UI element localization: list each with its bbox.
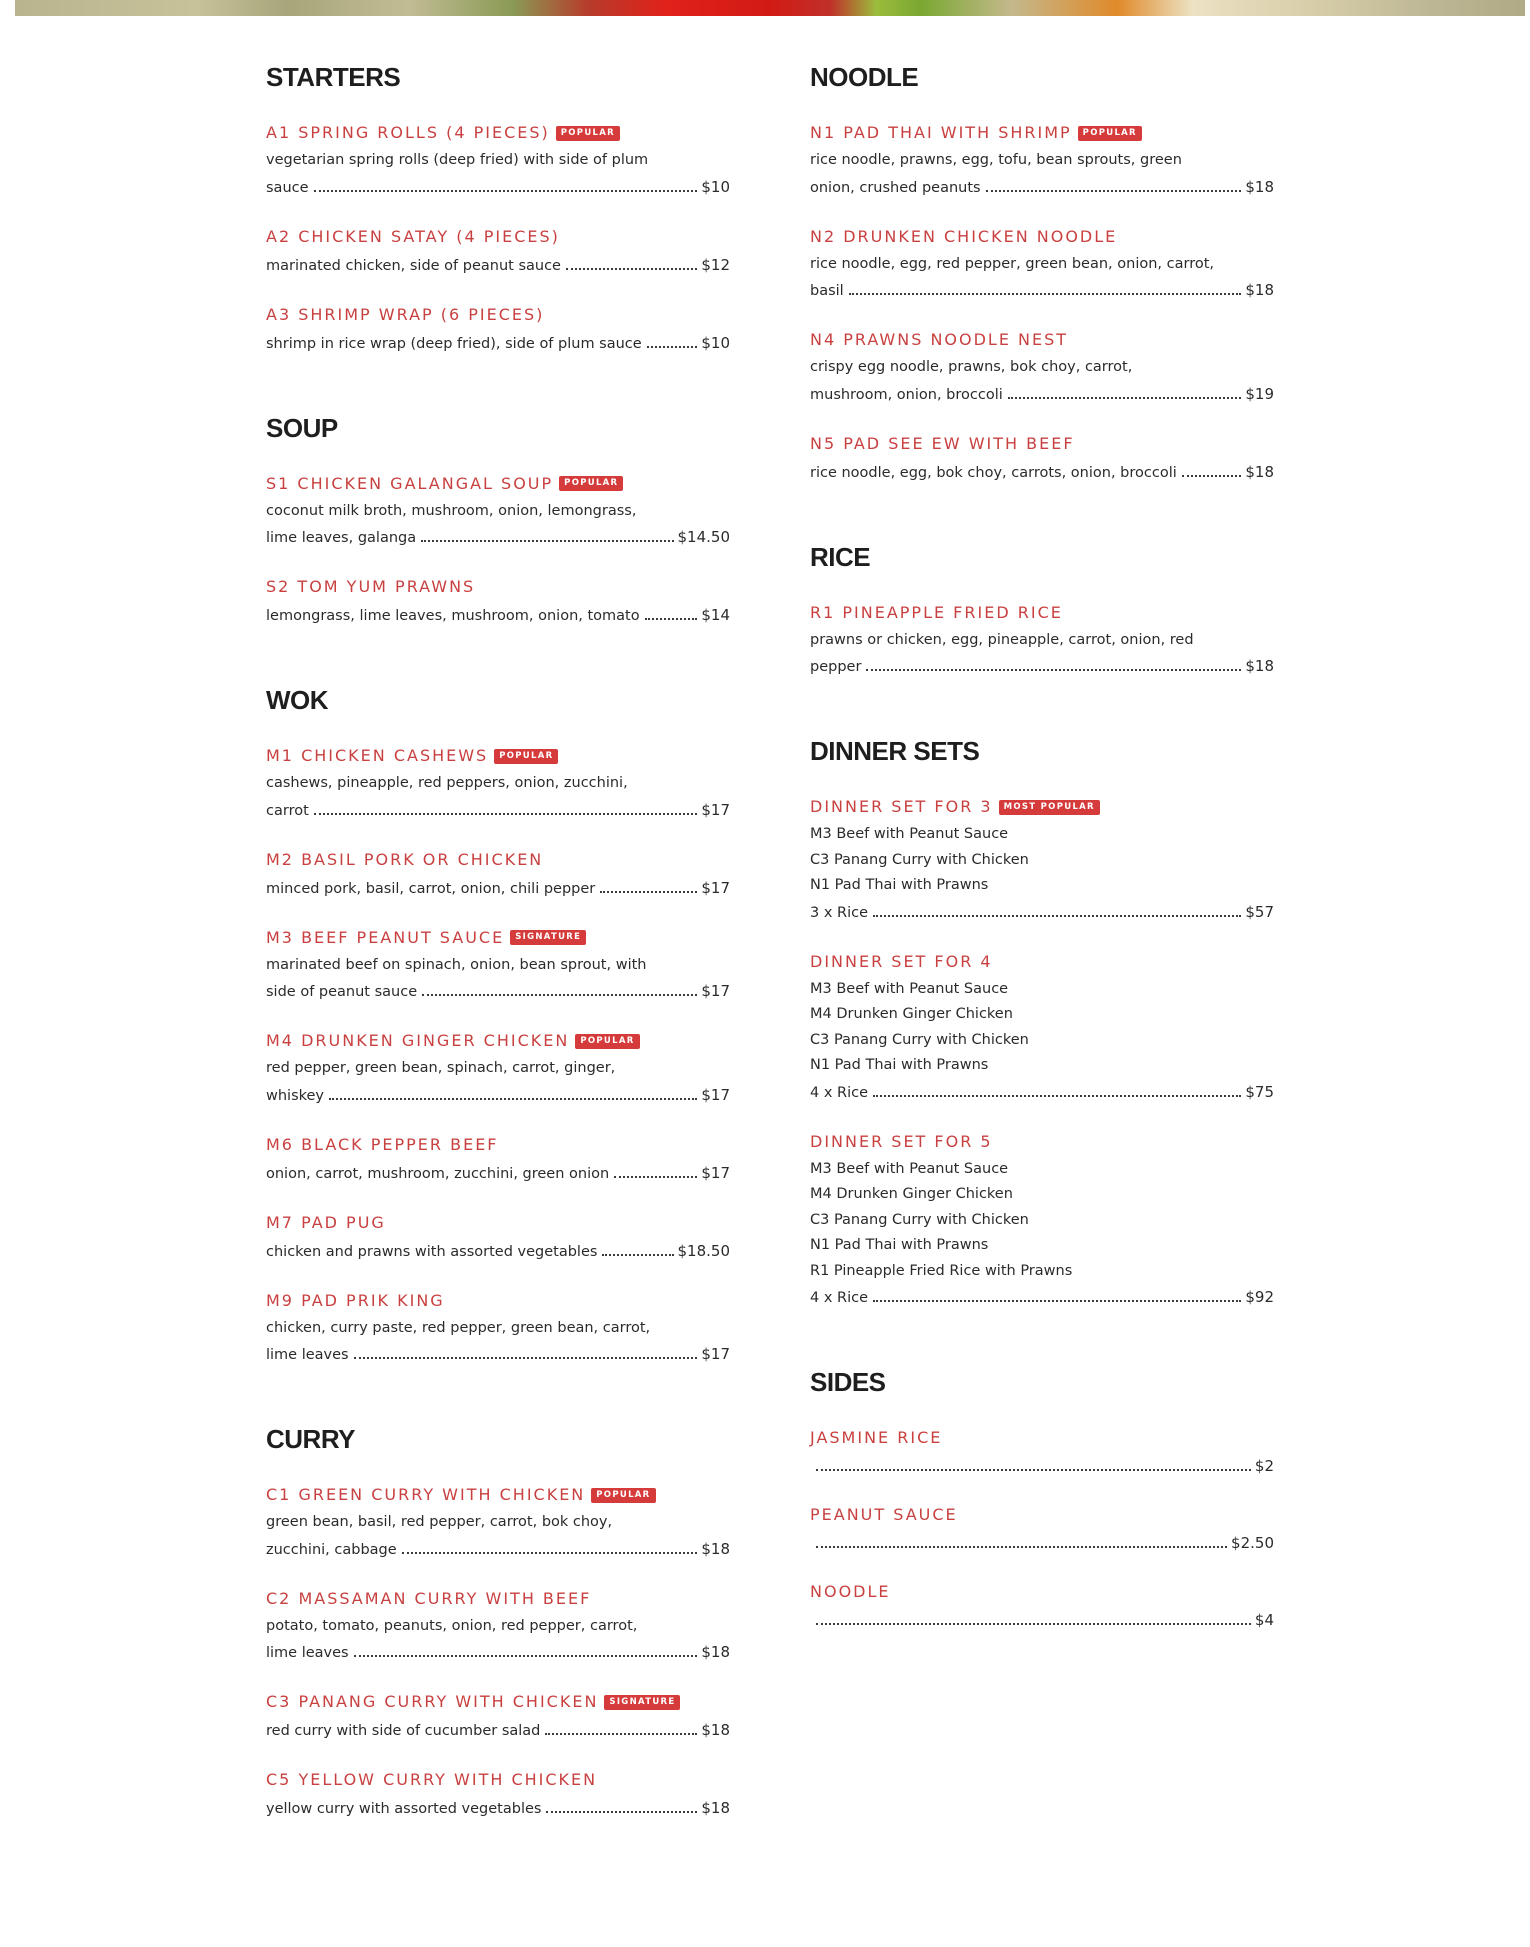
menu-item-description: basil bbox=[810, 283, 844, 299]
menu-item-name: PEANUT SAUCE bbox=[810, 1505, 958, 1524]
menu-item-description: C3 Panang Curry with Chicken bbox=[810, 1211, 1029, 1228]
menu-item-price: $10 bbox=[701, 177, 730, 196]
menu-item-description: chicken, curry paste, red pepper, green bean, carrot, bbox=[266, 1319, 651, 1336]
menu-item-header bbox=[810, 1504, 1274, 1526]
menu-item bbox=[266, 122, 730, 201]
menu-item bbox=[266, 1134, 730, 1187]
dotted-leader bbox=[566, 268, 697, 270]
dotted-leader bbox=[816, 1546, 1227, 1548]
menu-item-badge: MOST POPULAR bbox=[999, 800, 1100, 815]
menu-item bbox=[266, 745, 730, 824]
menu-item-description: coconut milk broth, mushroom, onion, lemongrass, bbox=[266, 502, 637, 519]
menu-item-price-line bbox=[266, 524, 730, 551]
menu-item-price: $18 bbox=[1245, 657, 1274, 675]
menu-item-name: M7 PAD PUG bbox=[266, 1212, 386, 1232]
menu-item-price: $17 bbox=[701, 878, 730, 897]
menu-item-price: $18 bbox=[701, 1539, 730, 1558]
menu-item-price-line bbox=[810, 1607, 1274, 1633]
menu-item bbox=[266, 576, 730, 629]
menu-item-price: $18 bbox=[701, 1643, 730, 1661]
menu-column-right bbox=[810, 58, 1274, 1685]
menu-item-price: $12 bbox=[701, 255, 730, 274]
menu-item-description: zucchini, cabbage bbox=[266, 1541, 397, 1558]
menu-item bbox=[810, 329, 1274, 408]
menu-item-description: onion, crushed peanuts bbox=[810, 179, 981, 196]
menu-item-price: $18 bbox=[1245, 462, 1274, 481]
section-title: RICE bbox=[810, 541, 871, 572]
menu-item-price-line bbox=[810, 174, 1274, 201]
menu-item-header bbox=[266, 226, 730, 248]
menu-item-description: N1 Pad Thai with Prawns bbox=[810, 877, 989, 893]
menu-item bbox=[266, 1691, 730, 1744]
menu-item-name: A2 CHICKEN SATAY (4 PIECES) bbox=[266, 226, 560, 246]
section-title: CURRY bbox=[266, 1424, 355, 1454]
menu-item-name: C1 GREEN CURRY WITH CHICKEN bbox=[266, 1485, 586, 1504]
menu-item-header bbox=[266, 304, 730, 326]
menu-item-description: carrot bbox=[266, 802, 309, 819]
menu-item-header bbox=[266, 1691, 730, 1713]
dotted-leader bbox=[1182, 475, 1242, 477]
dotted-leader bbox=[645, 618, 698, 620]
menu-item-price: $17 bbox=[701, 982, 730, 1000]
menu-item bbox=[266, 1290, 730, 1369]
menu-item bbox=[266, 226, 730, 279]
dotted-leader bbox=[314, 190, 698, 192]
dotted-leader bbox=[314, 813, 698, 815]
menu-item-price: $17 bbox=[701, 1085, 730, 1104]
dotted-leader bbox=[1008, 397, 1242, 399]
menu-item-description: 4 x Rice bbox=[810, 1084, 869, 1101]
menu-item-price-line bbox=[266, 252, 730, 279]
menu-item-price-line bbox=[266, 1795, 730, 1822]
menu-item-price: $18.50 bbox=[677, 1241, 730, 1260]
menu-item-price-line bbox=[266, 1160, 730, 1187]
menu-item-price-line bbox=[810, 277, 1274, 304]
menu-item-header bbox=[810, 602, 1274, 624]
menu-item-header bbox=[266, 1212, 730, 1234]
menu-item-description: M3 Beef with Peanut Sauce bbox=[810, 980, 1009, 997]
menu-item-name: R1 PINEAPPLE FRIED RICE bbox=[810, 602, 1063, 622]
menu-item bbox=[266, 1212, 730, 1265]
menu-item-description: rice noodle, egg, red pepper, green bean, onion, carrot, bbox=[810, 255, 1215, 272]
menu-item-header bbox=[266, 473, 730, 495]
section-title: DINNER SETS bbox=[810, 736, 980, 766]
menu-item-description: minced pork, basil, carrot, onion, chili pepper bbox=[266, 880, 596, 897]
menu-item-description: green bean, basil, red pepper, carrot, bok choy, bbox=[266, 1514, 613, 1530]
menu-item-price-line bbox=[810, 381, 1274, 408]
menu-item-price-line bbox=[266, 602, 730, 629]
menu-item-price: $2.50 bbox=[1231, 1534, 1274, 1552]
menu-item-price-line bbox=[810, 653, 1274, 680]
menu-item-price: $14.50 bbox=[677, 528, 730, 546]
menu-item-price-line bbox=[810, 1453, 1274, 1479]
menu-item-name: A1 SPRING ROLLS (4 PIECES) bbox=[266, 123, 550, 142]
menu-item-price-line bbox=[266, 1536, 730, 1563]
menu-section-curry bbox=[266, 1420, 730, 1822]
section-title: SOUP bbox=[266, 412, 338, 443]
menu-item-description: N1 Pad Thai with Prawns bbox=[810, 1237, 989, 1253]
menu-item-description: sauce bbox=[266, 179, 309, 196]
menu-item-price: $14 bbox=[701, 606, 730, 624]
menu-item-description: crispy egg noodle, prawns, bok choy, carrot, bbox=[810, 359, 1133, 375]
dotted-leader bbox=[545, 1733, 697, 1735]
menu-item-description: mushroom, onion, broccoli bbox=[810, 386, 1003, 403]
menu-section-starters bbox=[266, 58, 730, 357]
menu-item-header bbox=[266, 576, 730, 598]
menu-item-description: N1 Pad Thai with Prawns bbox=[810, 1057, 989, 1073]
menu-item-header bbox=[810, 1427, 1274, 1449]
menu-item-price-line bbox=[810, 1079, 1274, 1106]
menu-item-description: M4 Drunken Ginger Chicken bbox=[810, 1006, 1013, 1022]
section-title: WOK bbox=[266, 685, 329, 715]
dotted-leader bbox=[873, 915, 1241, 917]
menu-item bbox=[810, 796, 1274, 926]
menu-item-price-line bbox=[266, 978, 730, 1005]
menu-item-header bbox=[266, 1134, 730, 1156]
menu-item-name: N5 PAD SEE EW WITH BEEF bbox=[810, 433, 1075, 453]
menu-item-price-line bbox=[810, 899, 1274, 926]
menu-item bbox=[266, 849, 730, 902]
menu-item-description: red curry with side of cucumber salad bbox=[266, 1723, 541, 1739]
menu-section-sides bbox=[810, 1363, 1274, 1633]
menu-item-name: M1 CHICKEN CASHEWS bbox=[266, 746, 489, 765]
menu-item-price-line bbox=[266, 1082, 730, 1109]
menu-item bbox=[810, 1581, 1274, 1633]
menu-item bbox=[266, 1769, 730, 1822]
menu-item-description: marinated chicken, side of peanut sauce bbox=[266, 257, 561, 274]
menu-item-name: DINNER SET FOR 3 bbox=[810, 797, 993, 816]
menu-item-name: M2 BASIL PORK OR CHICKEN bbox=[266, 849, 544, 869]
menu-item-badge: POPULAR bbox=[559, 476, 623, 491]
menu-item-header bbox=[810, 1581, 1274, 1603]
menu-item-badge: POPULAR bbox=[575, 1034, 639, 1049]
menu-item-price: $57 bbox=[1245, 902, 1274, 921]
menu-item-price: $18 bbox=[1245, 281, 1274, 299]
menu-item-description: lemongrass, lime leaves, mushroom, onion, tomato bbox=[266, 608, 640, 624]
dotted-leader bbox=[354, 1357, 698, 1359]
menu-item-price-line bbox=[266, 330, 730, 357]
menu-item-description: cashews, pineapple, red peppers, onion, zucchini, bbox=[266, 775, 628, 791]
dotted-leader bbox=[602, 1254, 673, 1256]
menu-item-header bbox=[266, 927, 730, 949]
dotted-leader bbox=[866, 669, 1241, 671]
menu-item-price-line bbox=[810, 1284, 1274, 1311]
section-title: NOODLE bbox=[810, 62, 919, 92]
menu-item-name: NOODLE bbox=[810, 1582, 891, 1601]
menu-item-header bbox=[266, 1769, 730, 1791]
dotted-leader bbox=[986, 190, 1242, 192]
menu-item-price: $4 bbox=[1254, 1611, 1274, 1629]
menu-item bbox=[266, 1030, 730, 1109]
menu-item-price-line bbox=[266, 797, 730, 824]
menu-item bbox=[810, 951, 1274, 1106]
menu-item-header bbox=[810, 226, 1274, 248]
dotted-leader bbox=[614, 1176, 697, 1178]
menu-item-name: C3 PANANG CURRY WITH CHICKEN bbox=[266, 1692, 599, 1711]
menu-item-badge: SIGNATURE bbox=[510, 930, 586, 945]
menu-item-price: $19 bbox=[1245, 384, 1274, 403]
menu-item-name: DINNER SET FOR 5 bbox=[810, 1131, 993, 1151]
menu-section-soup bbox=[266, 409, 730, 630]
menu-item-name: C2 MASSAMAN CURRY WITH BEEF bbox=[266, 1588, 592, 1608]
dotted-leader bbox=[816, 1469, 1251, 1471]
menu-item-description: marinated beef on spinach, onion, bean sprout, with bbox=[266, 956, 647, 973]
menu-item-name: N2 DRUNKEN CHICKEN NOODLE bbox=[810, 226, 1118, 246]
menu-item bbox=[266, 1588, 730, 1667]
menu-item-price: $92 bbox=[1245, 1288, 1274, 1306]
menu-item-description: shrimp in rice wrap (deep fried), side of plum sauce bbox=[266, 335, 642, 352]
menu-item-name: M6 BLACK PEPPER BEEF bbox=[266, 1134, 499, 1154]
dotted-leader bbox=[816, 1623, 1251, 1625]
menu-item-header bbox=[266, 122, 730, 144]
menu-item-name: S2 TOM YUM PRAWNS bbox=[266, 577, 476, 596]
menu-item-header bbox=[266, 849, 730, 871]
menu-item-name: A3 SHRIMP WRAP (6 PIECES) bbox=[266, 304, 545, 324]
menu-item-header bbox=[266, 745, 730, 767]
menu-item-description: lime leaves bbox=[266, 1645, 349, 1661]
menu-item-price-line bbox=[810, 1530, 1274, 1556]
menu-item-description: lime leaves, galanga bbox=[266, 530, 417, 546]
menu-item-description: vegetarian spring rolls (deep fried) with side of plum bbox=[266, 152, 649, 168]
menu-item-header bbox=[810, 329, 1274, 351]
menu-item-price: $17 bbox=[701, 1163, 730, 1182]
menu-item-name: M9 PAD PRIK KING bbox=[266, 1290, 445, 1310]
menu-item-name: N4 PRAWNS NOODLE NEST bbox=[810, 330, 1069, 349]
menu-item-description: side of peanut sauce bbox=[266, 984, 418, 1000]
menu-item-badge: POPULAR bbox=[494, 749, 558, 764]
menu-item-name: M3 BEEF PEANUT SAUCE bbox=[266, 927, 505, 947]
menu-item-description: C3 Panang Curry with Chicken bbox=[810, 851, 1029, 868]
menu-item-badge: POPULAR bbox=[591, 1488, 655, 1503]
menu-item-name: S1 CHICKEN GALANGAL SOUP bbox=[266, 473, 554, 493]
menu-section-dinner-sets bbox=[810, 732, 1274, 1311]
hero-food-image bbox=[15, 0, 1525, 16]
menu-item-price-line bbox=[266, 174, 730, 201]
dotted-leader bbox=[647, 346, 698, 348]
menu-item-price: $18 bbox=[701, 1721, 730, 1739]
menu-item bbox=[810, 1427, 1274, 1479]
menu-item-description: lime leaves bbox=[266, 1347, 349, 1363]
menu-item bbox=[810, 602, 1274, 681]
menu-item-description: pepper bbox=[810, 659, 862, 675]
menu-item-header bbox=[810, 1131, 1274, 1153]
menu-item bbox=[810, 226, 1274, 305]
dotted-leader bbox=[849, 293, 1242, 295]
menu-item-header bbox=[810, 122, 1274, 144]
menu-item-description: red pepper, green bean, spinach, carrot, ginger, bbox=[266, 1060, 616, 1076]
dotted-leader bbox=[546, 1811, 697, 1813]
menu-item-description: 3 x Rice bbox=[810, 904, 869, 921]
menu-item-description: M4 Drunken Ginger Chicken bbox=[810, 1186, 1013, 1202]
menu-item bbox=[810, 1131, 1274, 1312]
menu-item-header bbox=[266, 1290, 730, 1312]
menu-item-description: prawns or chicken, egg, pineapple, carrot, onion, red bbox=[810, 631, 1194, 648]
menu-item-name: M4 DRUNKEN GINGER CHICKEN bbox=[266, 1031, 570, 1050]
menu-item bbox=[266, 927, 730, 1006]
menu-item bbox=[266, 1484, 730, 1563]
menu-item-description: M3 Beef with Peanut Sauce bbox=[810, 826, 1009, 842]
menu-item-description: M3 Beef with Peanut Sauce bbox=[810, 1160, 1009, 1177]
menu-item-description: yellow curry with assorted vegetables bbox=[266, 1801, 542, 1817]
dotted-leader bbox=[421, 540, 673, 542]
menu-item-price: $18 bbox=[1245, 177, 1274, 196]
menu-item-description: chicken and prawns with assorted vegetables bbox=[266, 1243, 598, 1260]
menu-item-badge: SIGNATURE bbox=[604, 1695, 680, 1710]
menu-item-description: R1 Pineapple Fried Rice with Prawns bbox=[810, 1262, 1073, 1279]
dotted-leader bbox=[873, 1300, 1241, 1302]
menu-item-price-line bbox=[266, 1717, 730, 1744]
dotted-leader bbox=[600, 891, 697, 893]
menu-item-header bbox=[266, 1030, 730, 1052]
section-title: STARTERS bbox=[266, 62, 401, 92]
menu-item-header bbox=[810, 433, 1274, 455]
menu-section-rice bbox=[810, 538, 1274, 681]
menu-item-description: onion, carrot, mushroom, zucchini, green onion bbox=[266, 1165, 610, 1182]
menu-item-header bbox=[810, 951, 1274, 973]
dotted-leader bbox=[402, 1552, 698, 1554]
menu-item-price: $10 bbox=[701, 333, 730, 352]
menu-item-price-line bbox=[266, 1639, 730, 1666]
menu-item-header bbox=[266, 1588, 730, 1610]
menu-item-price-line bbox=[266, 1341, 730, 1368]
menu-item bbox=[810, 122, 1274, 201]
menu-item bbox=[810, 433, 1274, 486]
menu-item-badge: POPULAR bbox=[556, 126, 620, 141]
menu-item-description: C3 Panang Curry with Chicken bbox=[810, 1031, 1029, 1048]
menu-item-name: JASMINE RICE bbox=[810, 1428, 943, 1447]
menu-item-badge: POPULAR bbox=[1078, 126, 1142, 141]
menu-item-name: DINNER SET FOR 4 bbox=[810, 951, 993, 971]
menu-item-description: potato, tomato, peanuts, onion, red pepper, carrot, bbox=[266, 1617, 638, 1634]
menu-item-price-line bbox=[810, 459, 1274, 486]
menu-item-description: whiskey bbox=[266, 1087, 325, 1104]
menu-item-price: $75 bbox=[1245, 1082, 1274, 1101]
menu-item-header bbox=[266, 1484, 730, 1506]
menu-item-description: rice noodle, egg, bok choy, carrots, onion, broccoli bbox=[810, 464, 1177, 481]
menu-item-price: $2 bbox=[1254, 1457, 1274, 1475]
menu-item-header bbox=[810, 796, 1274, 818]
menu-item-price-line bbox=[266, 1238, 730, 1265]
menu-item-price-line bbox=[266, 875, 730, 902]
menu-item bbox=[266, 304, 730, 357]
menu-column-left bbox=[266, 58, 730, 1874]
menu-item bbox=[266, 473, 730, 552]
dotted-leader bbox=[873, 1095, 1241, 1097]
section-title: SIDES bbox=[810, 1367, 886, 1397]
dotted-leader bbox=[329, 1098, 697, 1100]
menu-section-wok bbox=[266, 681, 730, 1368]
menu-item bbox=[810, 1504, 1274, 1556]
dotted-leader bbox=[422, 994, 697, 996]
menu-item-description: rice noodle, prawns, egg, tofu, bean sprouts, green bbox=[810, 152, 1182, 168]
menu-section-noodle bbox=[810, 58, 1274, 486]
menu-item-price: $18 bbox=[701, 1799, 730, 1817]
menu-item-name: C5 YELLOW CURRY WITH CHICKEN bbox=[266, 1770, 598, 1789]
dotted-leader bbox=[354, 1655, 698, 1657]
menu-item-name: N1 PAD THAI WITH SHRIMP bbox=[810, 123, 1072, 142]
menu-item-price: $17 bbox=[701, 1345, 730, 1363]
menu-item-price: $17 bbox=[701, 800, 730, 819]
menu-item-description: 4 x Rice bbox=[810, 1290, 869, 1306]
